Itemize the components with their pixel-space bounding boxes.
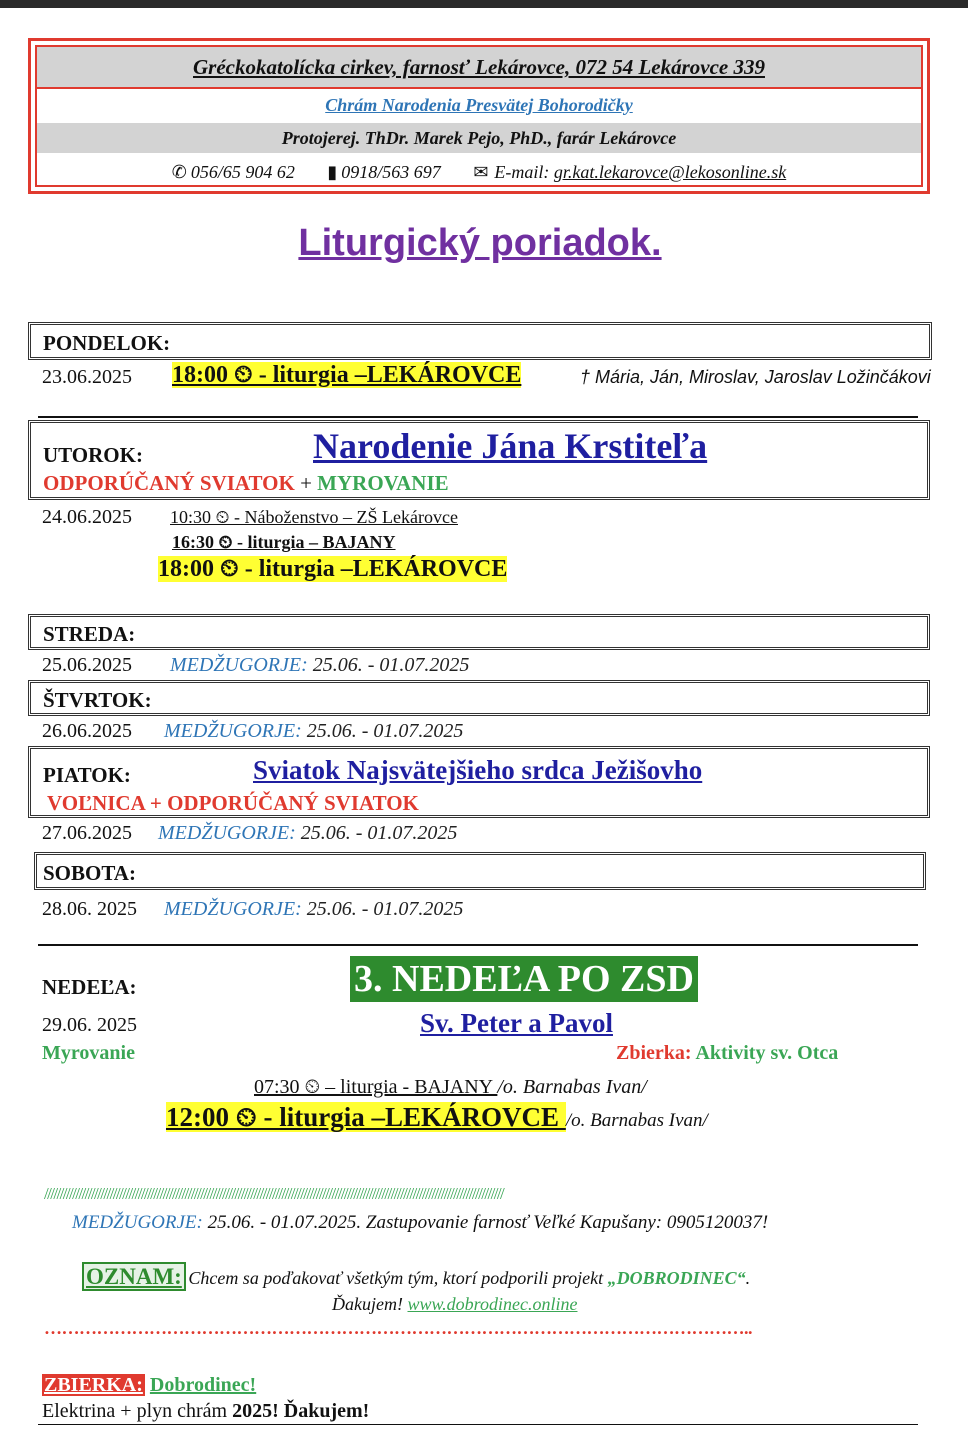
phone-number: 056/65 904 62 (190, 162, 295, 182)
tuesday-item-2: 16:30 ⏲ - liturgia – BAJANY (172, 532, 396, 552)
monday-date: 23.06.2025 (42, 366, 132, 388)
parish-header (28, 38, 930, 194)
page-title: Liturgický poriadok. (298, 222, 662, 264)
collection-detail: Elektrina + plyn chrám 2025! Ďakujem! (42, 1400, 370, 1422)
tuesday-notes: ODPORÚČANÝ SVIATOK + MYROVANIE (43, 471, 449, 495)
notice-medjugorje: MEDŽUGORJE: 25.06. - 01.07.2025. Zastupovanie farnosť Veľké Kapušany: 0905120037! (72, 1212, 769, 1233)
saturday-date: 28.06. 2025 (42, 898, 137, 920)
contact-row (37, 157, 921, 187)
dobrodinec-link[interactable]: www.dobrodinec.online (407, 1294, 578, 1314)
thursday-box (28, 680, 930, 716)
friday-medjugorje: MEDŽUGORJE: 25.06. - 01.07.2025 (158, 822, 458, 844)
parish-name: Gréckokatolícka cirkev, farnosť Lekárovce, 072 54 Lekárovce 339 (37, 47, 921, 89)
wednesday-label: STREDA: (43, 622, 136, 646)
thursday-medjugorje: MEDŽUGORJE: 25.06. - 01.07.2025 (164, 720, 464, 742)
mail-icon: ✉ (473, 162, 489, 182)
thursday-label: ŠTVRTOK: (43, 688, 152, 712)
sunday-item-2: 12:00 ⏲ - liturgia –LEKÁROVCE /o. Barnabas Ivan/ (166, 1102, 708, 1132)
dotted-divider: ………………………………………………………………………………………………………….. (44, 1318, 752, 1338)
tuesday-date: 24.06.2025 (42, 506, 132, 528)
slash-divider: /////////////////////////////////////////////////////////////////////////////////////////////////////////////////////////////////////////////////// (44, 1184, 504, 1203)
friday-box (28, 746, 930, 818)
sunday-subtitle: Sv. Peter a Pavol (420, 1008, 613, 1038)
saturday-medjugorje: MEDŽUGORJE: 25.06. - 01.07.2025 (164, 898, 464, 920)
sunday-title: 3. NEDEĽA PO ZSD (350, 956, 698, 1002)
thursday-date: 26.06.2025 (42, 720, 132, 742)
saturday-box (34, 852, 926, 890)
top-dark-bar (0, 0, 968, 8)
tuesday-feast: Narodenie Jána Krstiteľa (313, 426, 708, 466)
divider-line (38, 416, 918, 418)
sunday-item-1: 07:30 ⏲ – liturgia - BAJANY /o. Barnabas Ivan/ (254, 1076, 647, 1098)
tuesday-box (28, 420, 930, 500)
notice-thanks: Ďakujem! www.dobrodinec.online (332, 1294, 578, 1314)
email-link[interactable]: gr.kat.lekarovce@lekosonline.sk (553, 162, 787, 182)
monday-box (28, 322, 932, 360)
notice-oznam: OZNAM: Chcem sa poďakovať všetkým tým, ktorí podporili projekt „DOBRODINEC“. (86, 1264, 751, 1289)
monday-intention: † Mária, Ján, Miroslav, Jaroslav Ložinčákovi (580, 367, 931, 387)
monday-liturgy: 18:00 ⏲ - liturgia –LEKÁROVCE (172, 362, 522, 388)
mobile-number: 0918/563 697 (341, 162, 441, 182)
sunday-label: NEDEĽA: (42, 975, 137, 999)
saturday-label: SOBOTA: (43, 861, 136, 885)
mobile-icon: ▮ (327, 162, 338, 182)
tuesday-label: UTOROK: (43, 443, 143, 467)
sunday-myrovanie: Myrovanie (42, 1042, 135, 1064)
tuesday-item-3: 18:00 ⏲ - liturgia –LEKÁROVCE (158, 556, 508, 582)
church-name: Chrám Narodenia Presvätej Bohorodičky (325, 95, 633, 115)
collection-notice: ZBIERKA: Dobrodinec! (44, 1374, 257, 1396)
friday-date: 27.06.2025 (42, 822, 132, 844)
wednesday-date: 25.06.2025 (42, 654, 132, 676)
wednesday-medjugorje: MEDŽUGORJE: 25.06. - 01.07.2025 (170, 654, 470, 676)
sunday-collection: Zbierka: Aktivity sv. Otca (616, 1042, 839, 1064)
monday-label: PONDELOK: (43, 331, 171, 355)
sunday-date: 29.06. 2025 (42, 1014, 137, 1036)
bottom-line (38, 1424, 918, 1425)
friday-label: PIATOK: (43, 763, 131, 787)
divider-line (38, 944, 918, 946)
priest-name: Protojerej. ThDr. Marek Pejo, PhD., farár Lekárovce (37, 123, 921, 153)
friday-feast: Sviatok Najsvätejšieho srdca Ježišovho (253, 755, 703, 785)
friday-note: VOĽNICA + ODPORÚČANÝ SVIATOK (47, 791, 419, 815)
email-label: E-mail: (494, 162, 550, 182)
wednesday-box (28, 614, 930, 650)
phone-icon: ✆ (171, 162, 187, 182)
tuesday-item-1: 10:30 ⏲ - Náboženstvo – ZŠ Lekárovce (170, 507, 458, 527)
